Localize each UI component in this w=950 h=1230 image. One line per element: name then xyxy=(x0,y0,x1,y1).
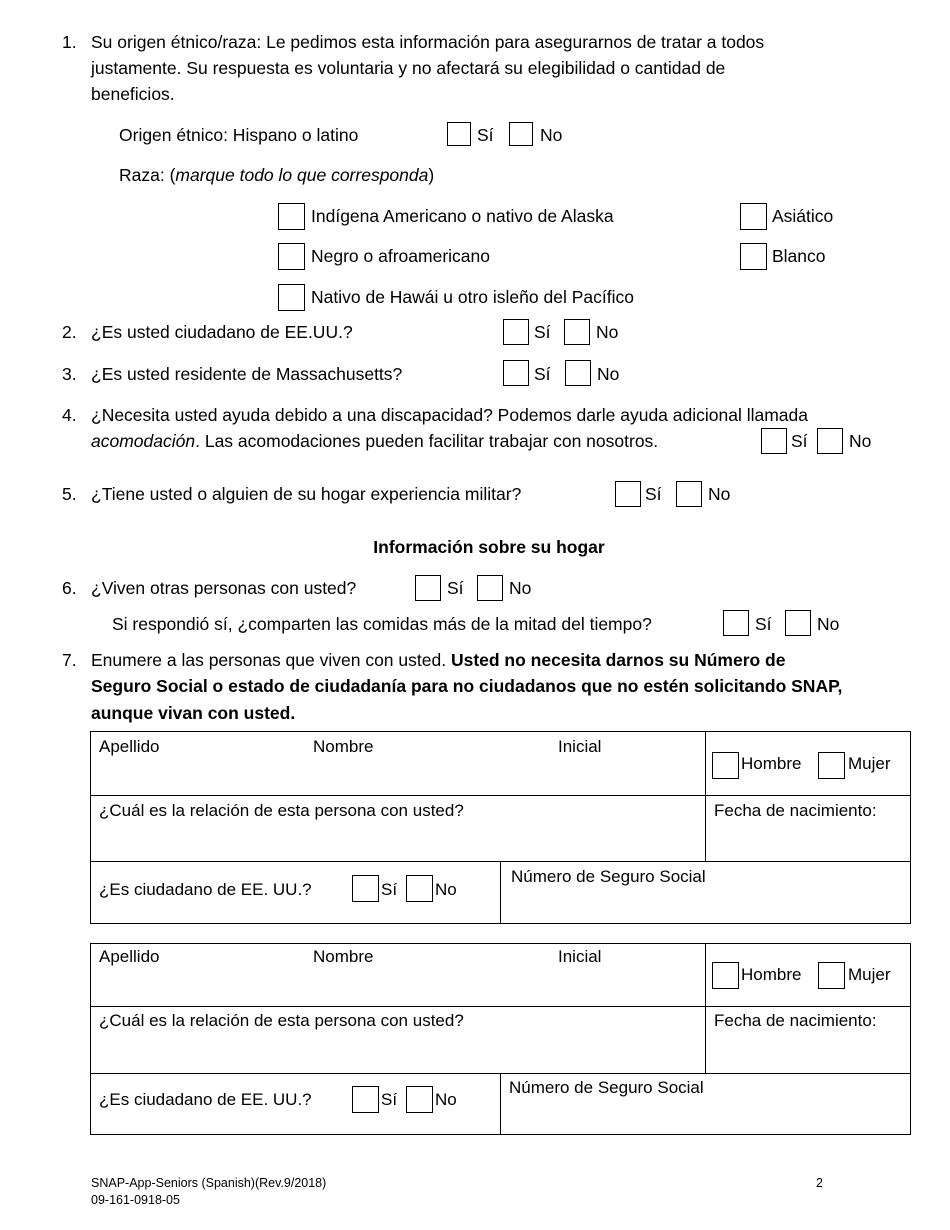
q6-no-checkbox[interactable] xyxy=(477,575,503,601)
dob-label: Fecha de nacimiento: xyxy=(714,1011,877,1030)
q2-no-label: No xyxy=(596,322,619,342)
dob-label: Fecha de nacimiento: xyxy=(714,801,877,820)
q7-text-line3: aunque vivan con usted. xyxy=(91,703,296,723)
citizen-cell xyxy=(91,1074,501,1135)
q2-number: 2. xyxy=(62,322,77,342)
citizen-yes-label: Sí xyxy=(381,1090,398,1109)
q3-yes-checkbox[interactable] xyxy=(503,360,529,386)
race-black-label: Negro o afroamericano xyxy=(311,246,490,266)
q3-number: 3. xyxy=(62,364,77,384)
last-name-label: Apellido xyxy=(99,947,160,966)
female-checkbox[interactable] xyxy=(818,962,845,989)
q7-text-line1 xyxy=(91,647,785,673)
q6-meals-no-label: No xyxy=(817,614,840,634)
race-label-italic: marque todo lo que corresponda xyxy=(175,165,429,185)
race-white-checkbox[interactable] xyxy=(740,243,767,270)
household-member-table-1 xyxy=(90,731,911,924)
q5-yes-checkbox[interactable] xyxy=(615,481,641,507)
q6-meals-yes-checkbox[interactable] xyxy=(723,610,749,636)
q6-yes-checkbox[interactable] xyxy=(415,575,441,601)
q1-text-line: justamente. Su respuesta es voluntaria y no afectará su elegibilidad o cantidad de xyxy=(91,58,726,78)
q4-yes-label: Sí xyxy=(791,431,808,451)
q4-text-line1: ¿Necesita usted ayuda debido a una discapacidad? Podemos darle ayuda adicional llamada xyxy=(91,405,809,425)
citizen-label: ¿Es ciudadano de EE. UU.? xyxy=(99,1090,312,1109)
dob-cell[interactable] xyxy=(706,796,911,862)
relationship-label: ¿Cuál es la relación de esta persona con usted? xyxy=(99,801,464,820)
q3-text: ¿Es usted residente de Massachusetts? xyxy=(91,364,403,384)
q5-no-checkbox[interactable] xyxy=(676,481,702,507)
household-member-table-2 xyxy=(90,943,911,1135)
q7-bold-text: Usted no necesita darnos su Número de xyxy=(450,650,786,670)
ssn-label: Número de Seguro Social xyxy=(511,867,706,886)
citizen-no-label: No xyxy=(435,1090,457,1109)
relationship-cell[interactable] xyxy=(91,1007,706,1074)
last-name-label: Apellido xyxy=(99,737,160,756)
footer-form-name: SNAP-App-Seniors (Spanish)(Rev.9/2018) xyxy=(91,1176,327,1190)
male-label: Hombre xyxy=(741,965,802,984)
race-label xyxy=(119,162,434,188)
first-name-label: Nombre xyxy=(313,947,374,966)
citizen-yes-label: Sí xyxy=(381,880,398,899)
citizen-cell xyxy=(91,862,501,924)
race-pacific-islander-label: Nativo de Hawái u otro isleño del Pacífico xyxy=(311,287,634,307)
q2-text: ¿Es usted ciudadano de EE.UU.? xyxy=(91,322,353,342)
citizen-yes-checkbox[interactable] xyxy=(352,875,379,902)
ethnic-yes-label: Sí xyxy=(477,125,494,145)
race-asian-label: Asiático xyxy=(772,206,834,226)
q6-number: 6. xyxy=(62,578,77,598)
citizen-label: ¿Es ciudadano de EE. UU.? xyxy=(99,880,312,899)
ethnic-yes-checkbox[interactable] xyxy=(447,122,471,146)
q6-yes-label: Sí xyxy=(447,578,464,598)
relationship-cell[interactable] xyxy=(91,796,706,862)
q4-accommodation-term: acomodación xyxy=(91,431,196,451)
ethnic-no-checkbox[interactable] xyxy=(509,122,533,146)
q1-text-line: Su origen étnico/raza: Le pedimos esta información para asegurarnos de tratar a todos xyxy=(91,32,765,52)
q2-yes-label: Sí xyxy=(534,322,551,342)
q3-yes-label: Sí xyxy=(534,364,551,384)
first-name-label: Nombre xyxy=(313,737,374,756)
q2-yes-checkbox[interactable] xyxy=(503,319,529,345)
q2-no-checkbox[interactable] xyxy=(564,319,590,345)
q6-meals-yes-label: Sí xyxy=(755,614,772,634)
q7-text-line2: Seguro Social o estado de ciudadanía para no ciudadanos que no estén solicitando SNAP, xyxy=(91,676,843,696)
q3-no-label: No xyxy=(597,364,620,384)
ssn-cell[interactable] xyxy=(501,1074,911,1135)
q5-number: 5. xyxy=(62,484,77,504)
female-label: Mujer xyxy=(848,965,891,984)
q6-text: ¿Viven otras personas con usted? xyxy=(91,578,357,598)
q3-no-checkbox[interactable] xyxy=(565,360,591,386)
citizen-yes-checkbox[interactable] xyxy=(352,1086,379,1113)
footer-page-number: 2 xyxy=(816,1176,823,1190)
q4-no-checkbox[interactable] xyxy=(817,428,843,454)
q6-meals-no-checkbox[interactable] xyxy=(785,610,811,636)
q4-text-line2 xyxy=(91,428,658,454)
q7-normal-text: Enumere a las personas que viven con usted. xyxy=(91,650,447,670)
q7-number: 7. xyxy=(62,650,77,670)
initial-label: Inicial xyxy=(558,947,602,966)
male-label: Hombre xyxy=(741,754,802,773)
ethnic-no-label: No xyxy=(540,125,563,145)
initial-label: Inicial xyxy=(558,737,602,756)
q4-number: 4. xyxy=(62,405,77,425)
citizen-no-checkbox[interactable] xyxy=(406,875,433,902)
name-cell[interactable] xyxy=(91,944,706,1007)
race-black-checkbox[interactable] xyxy=(278,243,305,270)
q4-yes-checkbox[interactable] xyxy=(761,428,787,454)
dob-cell[interactable] xyxy=(706,1007,911,1074)
q6-no-label: No xyxy=(509,578,532,598)
race-label-prefix: Raza: ( xyxy=(119,165,176,185)
race-native-american-checkbox[interactable] xyxy=(278,203,305,230)
race-pacific-islander-checkbox[interactable] xyxy=(278,284,305,311)
q4-no-label: No xyxy=(849,431,872,451)
q1-number: 1. xyxy=(62,32,77,52)
ssn-cell[interactable] xyxy=(501,862,911,924)
q1-text-line: beneficios. xyxy=(91,84,175,104)
gender-cell xyxy=(706,732,911,796)
q5-yes-label: Sí xyxy=(645,484,662,504)
female-label: Mujer xyxy=(848,754,891,773)
q5-text: ¿Tiene usted o alguien de su hogar experiencia militar? xyxy=(91,484,522,504)
section-title: Información sobre su hogar xyxy=(373,537,605,557)
name-cell[interactable] xyxy=(91,732,706,796)
q6-sub-text: Si respondió sí, ¿comparten las comidas más de la mitad del tiempo? xyxy=(112,614,652,634)
race-label-suffix: ) xyxy=(428,165,435,185)
q4-text-rest: . Las acomodaciones pueden facilitar trabajar con nosotros. xyxy=(195,431,659,451)
male-checkbox[interactable] xyxy=(712,962,739,989)
q1-text xyxy=(91,29,764,107)
ssn-label: Número de Seguro Social xyxy=(509,1078,704,1097)
q5-no-label: No xyxy=(708,484,731,504)
footer-form-code: 09-161-0918-05 xyxy=(91,1193,180,1207)
female-checkbox[interactable] xyxy=(818,752,845,779)
relationship-label: ¿Cuál es la relación de esta persona con usted? xyxy=(99,1011,464,1030)
male-checkbox[interactable] xyxy=(712,752,739,779)
citizen-no-checkbox[interactable] xyxy=(406,1086,433,1113)
race-white-label: Blanco xyxy=(772,246,826,266)
citizen-no-label: No xyxy=(435,880,457,899)
ethnic-origin-label: Origen étnico: Hispano o latino xyxy=(119,125,359,145)
race-native-american-label: Indígena Americano o nativo de Alaska xyxy=(311,206,614,226)
race-asian-checkbox[interactable] xyxy=(740,203,767,230)
gender-cell xyxy=(706,944,911,1007)
